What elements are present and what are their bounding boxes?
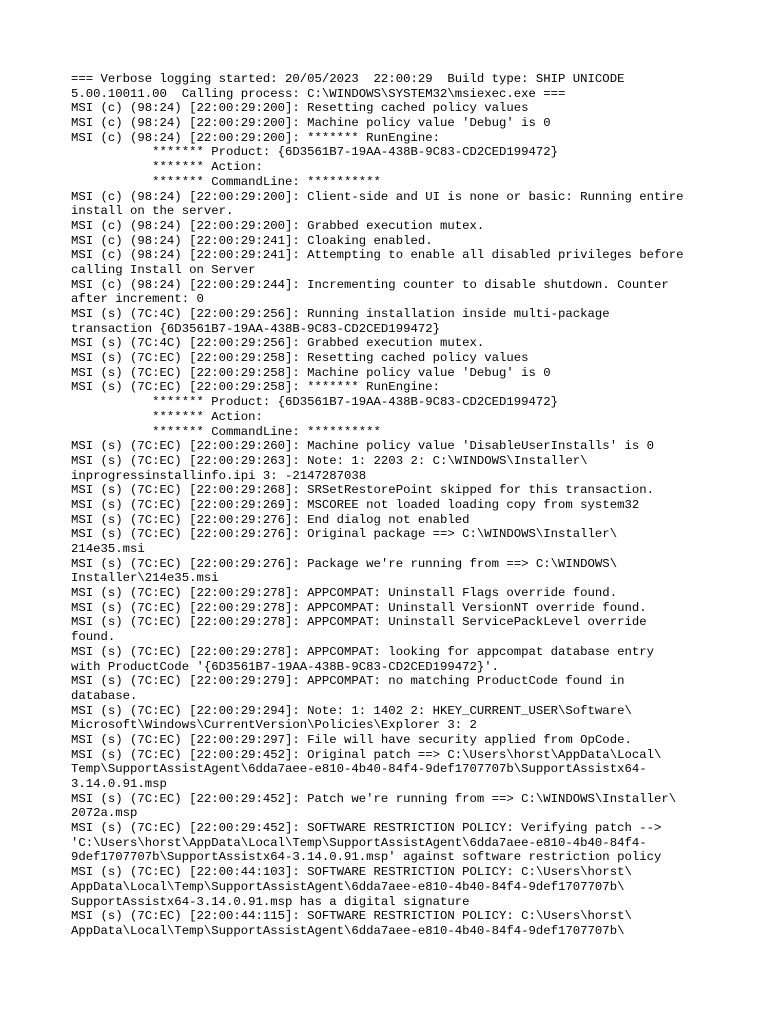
log-line: 'C:\Users\horst\AppData\Local\Temp\SupportAssistAgent\6dda7aee-e810-4b40-84f4- bbox=[71, 835, 647, 850]
log-line: MSI (c) (98:24) [22:00:29:241]: Cloaking enabled. bbox=[71, 233, 433, 248]
log-line: MSI (c) (98:24) [22:00:29:241]: Attempting to enable all disabled privileges before bbox=[71, 248, 684, 263]
log-line: MSI (c) (98:24) [22:00:29:200]: ******* RunEngine: bbox=[71, 130, 440, 145]
log-line: MSI (s) (7C:EC) [22:00:29:452]: Patch we're running from ==> C:\WINDOWS\Installer\ bbox=[71, 791, 677, 806]
log-line: AppData\Local\Temp\SupportAssistAgent\6dda7aee-e810-4b40-84f4-9def1707707b\ bbox=[71, 879, 625, 894]
log-line: ******* CommandLine: ********** bbox=[71, 174, 381, 189]
log-line: ******* Product: {6D3561B7-19AA-438B-9C83-CD2CED199472} bbox=[71, 145, 559, 160]
log-line: MSI (s) (7C:EC) [22:00:44:103]: SOFTWARE RESTRICTION POLICY: C:\Users\horst\ bbox=[71, 865, 632, 880]
log-line: transaction {6D3561B7-19AA-438B-9C83-CD2CED199472} bbox=[71, 321, 440, 336]
log-line: MSI (c) (98:24) [22:00:29:200]: Machine policy value 'Debug' is 0 bbox=[71, 116, 551, 131]
log-line: ******* Product: {6D3561B7-19AA-438B-9C83-CD2CED199472} bbox=[71, 395, 559, 410]
log-line: 3.14.0.91.msp bbox=[71, 777, 167, 791]
log-line: with ProductCode '{6D3561B7-19AA-438B-9C83-CD2CED199472}'. bbox=[71, 659, 500, 674]
log-line: MSI (s) (7C:EC) [22:00:29:258]: Machine policy value 'Debug' is 0 bbox=[71, 365, 551, 380]
log-line: MSI (s) (7C:EC) [22:00:29:452]: SOFTWARE RESTRICTION POLICY: Verifying patch --> bbox=[71, 821, 662, 836]
log-line: MSI (s) (7C:EC) [22:00:29:268]: SRSetRestorePoint skipped for this transaction. bbox=[71, 483, 654, 498]
log-line: Installer\214e35.msi bbox=[71, 571, 219, 586]
log-line: ******* Action: bbox=[71, 409, 263, 424]
log-line: MSI (s) (7C:4C) [22:00:29:256]: Grabbed execution mutex. bbox=[71, 336, 485, 351]
log-line: === Verbose logging started: 20/05/2023 22:00:29 Build type: SHIP UNICODE bbox=[71, 72, 625, 86]
log-line: MSI (s) (7C:EC) [22:00:44:115]: SOFTWARE RESTRICTION POLICY: C:\Users\horst\ bbox=[71, 909, 632, 924]
log-line: 5.00.10011.00 Calling process: C:\WINDOWS\SYSTEM32\msiexec.exe === bbox=[71, 86, 566, 101]
log-line: calling Install on Server bbox=[71, 262, 256, 277]
log-line: inprogressinstallinfo.ipi 3: -2147287038 bbox=[71, 468, 367, 483]
log-line: MSI (c) (98:24) [22:00:29:200]: Resetting cached policy values bbox=[71, 101, 529, 116]
log-line: 9def1707707b\SupportAssistx64-3.14.0.91.msp' against software restriction policy bbox=[71, 850, 662, 865]
log-line: database. bbox=[71, 688, 138, 703]
log-line: MSI (s) (7C:4C) [22:00:29:256]: Running installation inside multi-package bbox=[71, 307, 610, 321]
log-line: MSI (s) (7C:EC) [22:00:29:258]: ******* RunEngine: bbox=[71, 380, 440, 395]
log-line: 2072a.msp bbox=[71, 806, 138, 821]
log-line: MSI (s) (7C:EC) [22:00:29:278]: APPCOMPAT: looking for appcompat database entry bbox=[71, 644, 654, 659]
log-line: MSI (c) (98:24) [22:00:29:200]: Client-side and UI is none or basic: Running entire bbox=[71, 189, 684, 204]
log-line: MSI (c) (98:24) [22:00:29:244]: Incrementing counter to disable shutdown. Counter bbox=[71, 277, 669, 292]
log-line: MSI (s) (7C:EC) [22:00:29:276]: Original package ==> C:\WINDOWS\Installer\ bbox=[71, 527, 618, 542]
log-line: MSI (s) (7C:EC) [22:00:29:263]: Note: 1: 2203 2: C:\WINDOWS\Installer\ bbox=[71, 453, 588, 468]
log-line: ******* Action: bbox=[71, 160, 263, 175]
log-line: MSI (s) (7C:EC) [22:00:29:276]: End dialog not enabled bbox=[71, 512, 470, 527]
log-line: Microsoft\Windows\CurrentVersion\Policies\Explorer 3: 2 bbox=[71, 718, 477, 733]
log-line: ******* CommandLine: ********** bbox=[71, 424, 381, 439]
log-line: MSI (s) (7C:EC) [22:00:29:294]: Note: 1: 1402 2: HKEY_CURRENT_USER\Software\ bbox=[71, 703, 632, 718]
log-line: MSI (c) (98:24) [22:00:29:200]: Grabbed execution mutex. bbox=[71, 218, 485, 233]
log-line: after increment: 0 bbox=[71, 292, 204, 307]
log-line: MSI (s) (7C:EC) [22:00:29:276]: Package we're running from ==> C:\WINDOWS\ bbox=[71, 556, 618, 571]
log-line: MSI (s) (7C:EC) [22:00:29:260]: Machine policy value 'DisableUserInstalls' is 0 bbox=[71, 439, 654, 454]
log-line: found. bbox=[71, 630, 116, 645]
log-line: MSI (s) (7C:EC) [22:00:29:269]: MSCOREE not loaded loading copy from system32 bbox=[71, 497, 640, 512]
log-line: MSI (s) (7C:EC) [22:00:29:258]: Resetting cached policy values bbox=[71, 351, 529, 366]
log-document bbox=[71, 72, 751, 939]
log-line: MSI (s) (7C:EC) [22:00:29:279]: APPCOMPAT: no matching ProductCode found in bbox=[71, 674, 625, 689]
log-line: MSI (s) (7C:EC) [22:00:29:278]: APPCOMPAT: Uninstall ServicePackLevel override bbox=[71, 615, 647, 630]
log-line: 214e35.msi bbox=[71, 542, 145, 556]
log-line: MSI (s) (7C:EC) [22:00:29:278]: APPCOMPAT: Uninstall VersionNT override found. bbox=[71, 600, 647, 615]
log-line: MSI (s) (7C:EC) [22:00:29:278]: APPCOMPAT: Uninstall Flags override found. bbox=[71, 586, 618, 601]
log-line: MSI (s) (7C:EC) [22:00:29:452]: Original patch ==> C:\Users\horst\AppData\Local\ bbox=[71, 747, 662, 762]
log-line: MSI (s) (7C:EC) [22:00:29:297]: File will have security applied from OpCode. bbox=[71, 732, 632, 747]
log-line: AppData\Local\Temp\SupportAssistAgent\6dda7aee-e810-4b40-84f4-9def1707707b\ bbox=[71, 923, 625, 938]
log-line: SupportAssistx64-3.14.0.91.msp has a digital signature bbox=[71, 894, 470, 909]
log-line: Temp\SupportAssistAgent\6dda7aee-e810-4b40-84f4-9def1707707b\SupportAssistx64- bbox=[71, 762, 647, 777]
log-line: install on the server. bbox=[71, 204, 234, 219]
